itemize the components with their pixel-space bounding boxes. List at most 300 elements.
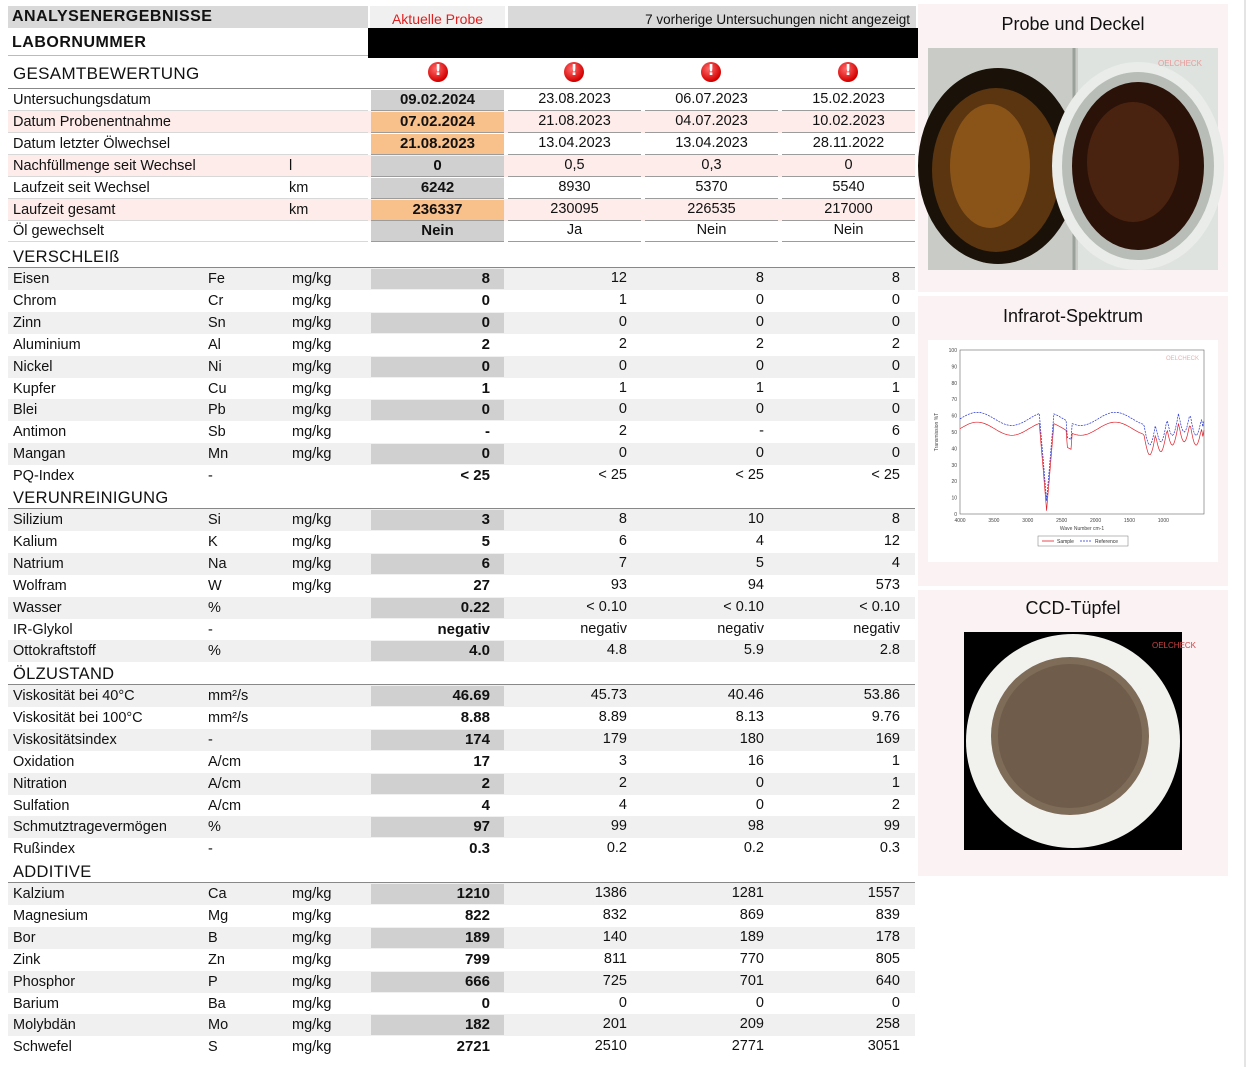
- info-value: 13.04.2023: [675, 134, 748, 151]
- info-value: 06.07.2023: [675, 91, 748, 107]
- param-name: Viskosität bei 100°C: [13, 709, 143, 726]
- param-value: 45.73: [590, 687, 627, 703]
- param-value: 180: [739, 730, 764, 747]
- ir-legend-sample-label: Sample: [1057, 539, 1074, 545]
- sample-panel-title: Probe und Deckel: [1001, 14, 1145, 34]
- param-value: 8.13: [735, 708, 764, 725]
- section-title: VERUNREINIGUNG: [13, 489, 169, 507]
- param-value: 17: [473, 752, 490, 770]
- ir-panel-title: Infrarot-Spektrum: [1002, 306, 1144, 326]
- ir-reference-line: [960, 412, 1204, 501]
- section-title: ÖLZUSTAND: [13, 665, 115, 683]
- param-unit: mg/kg: [292, 271, 332, 287]
- param-value: 0: [618, 445, 627, 462]
- info-value: 230095: [550, 200, 599, 217]
- info-row-label: Datum Probenentnahme: [13, 113, 171, 130]
- param-value: < 0.10: [586, 598, 627, 615]
- param-unit: mg/kg: [292, 336, 332, 353]
- param-symbol: Zn: [208, 951, 225, 968]
- param-value: 1: [618, 291, 627, 308]
- ir-y-tick-label: 60: [951, 413, 957, 420]
- info-value: 21.08.2023: [538, 112, 611, 129]
- param-value: 573: [875, 576, 900, 593]
- param-unit: mg/kg: [292, 533, 332, 550]
- info-value: 0,3: [701, 156, 722, 173]
- ir-y-tick-label: 40: [951, 446, 957, 453]
- param-value: 2721: [456, 1038, 490, 1056]
- ir-sample-line: [960, 422, 1204, 511]
- param-value: 0: [481, 994, 490, 1012]
- cell-underline: [371, 241, 504, 242]
- info-row-unit: km: [289, 201, 309, 218]
- param-value: 0: [755, 774, 764, 791]
- param-symbol: W: [208, 577, 222, 594]
- param-name: Wolfram: [13, 577, 67, 594]
- param-unit: mg/kg: [292, 380, 332, 397]
- param-value: 1557: [867, 885, 900, 901]
- param-value: 2: [481, 774, 490, 792]
- param-value: 4: [755, 532, 764, 549]
- param-value: 0: [755, 357, 764, 374]
- watermark-logo: OELCHECK: [1152, 641, 1197, 650]
- cell-underline: [371, 132, 504, 133]
- ccd-panel: [918, 590, 1228, 876]
- param-name: IR-Glykol: [13, 621, 73, 638]
- param-value: 189: [739, 928, 764, 945]
- cell-underline: [645, 220, 778, 221]
- ir-x-tick-label: 1500: [1123, 518, 1136, 524]
- warning-icon: [838, 62, 858, 82]
- param-symbol: Cr: [208, 292, 224, 309]
- param-symbol: S: [208, 1039, 218, 1056]
- warning-icon: [701, 62, 721, 82]
- param-symbol: %: [208, 599, 221, 616]
- param-value: 7: [618, 554, 627, 571]
- param-value: 799: [464, 950, 490, 968]
- info-row-label: Laufzeit gesamt: [13, 201, 116, 218]
- info-value: Nein: [421, 222, 454, 240]
- param-unit: mg/kg: [292, 973, 332, 990]
- param-name: Wasser: [13, 599, 62, 616]
- ir-y-tick-label: 70: [951, 397, 957, 404]
- current-sample-label: Aktuelle Probe: [370, 6, 505, 28]
- param-value: 2: [481, 335, 490, 353]
- param-value: 0: [481, 313, 490, 331]
- param-value: 1210: [456, 885, 490, 902]
- previous-samples-note: 7 vorherige Untersuchungen nicht angezeigt: [508, 6, 916, 28]
- ir-spectrum-chart: [928, 340, 1218, 562]
- param-value: 0.2: [606, 840, 627, 857]
- param-value: < 25: [460, 467, 490, 485]
- param-value: negativ: [580, 620, 627, 637]
- label-underline: [8, 220, 368, 221]
- cell-underline: [508, 241, 641, 242]
- param-value: 0: [891, 401, 900, 418]
- param-value: 0: [891, 291, 900, 308]
- info-row-label: Öl gewechselt: [13, 223, 105, 240]
- overall-rating-label: GESAMTBEWERTUNG: [13, 64, 200, 83]
- info-value: 21.08.2023: [399, 134, 476, 152]
- param-name: Kupfer: [13, 380, 56, 397]
- param-value: 8.88: [460, 708, 490, 726]
- param-symbol: A/cm: [208, 753, 242, 770]
- param-unit: mg/kg: [292, 314, 332, 331]
- info-value: 236337: [412, 200, 463, 218]
- param-name: Mangan: [13, 446, 66, 463]
- cell-underline: [371, 220, 504, 221]
- ir-x-tick-label: 3000: [1022, 518, 1034, 524]
- param-value: 99: [610, 818, 627, 835]
- ccd-spot-image: [964, 632, 1197, 850]
- param-value: 5: [481, 532, 490, 550]
- param-name: Natrium: [13, 555, 64, 572]
- ir-y-axis-label: Transmission %T: [934, 412, 940, 452]
- param-value: 98: [747, 818, 764, 835]
- sample-photo: [928, 48, 1218, 270]
- param-value: 1: [891, 752, 900, 769]
- report-title: ANALYSENERGEBNISSE: [8, 6, 368, 28]
- info-value: 10.02.2023: [812, 112, 885, 129]
- param-value: 640: [875, 972, 900, 989]
- param-symbol: Mo: [208, 1017, 229, 1034]
- param-value: 8: [755, 270, 764, 286]
- info-row-label: Datum letzter Ölwechsel: [13, 135, 171, 152]
- ir-y-tick-label: 50: [951, 430, 957, 436]
- param-unit: mg/kg: [292, 929, 332, 946]
- param-value: 805: [875, 950, 900, 967]
- param-value: 0: [755, 291, 764, 308]
- param-name: Schwefel: [13, 1039, 72, 1056]
- param-value: 179: [602, 730, 627, 747]
- param-value: 209: [739, 1016, 764, 1033]
- param-value: 3: [481, 511, 490, 528]
- info-value: 07.02.2024: [399, 112, 476, 130]
- info-value: 09.02.2024: [399, 91, 476, 108]
- param-name: PQ-Index: [13, 468, 75, 485]
- info-row-label: Nachfüllmenge seit Wechsel: [13, 157, 196, 174]
- param-value: 1: [618, 379, 627, 396]
- param-symbol: mm²/s: [208, 688, 249, 704]
- info-value: 0: [844, 156, 853, 173]
- param-value: 8: [481, 270, 490, 287]
- param-symbol: mm²/s: [208, 709, 249, 726]
- ir-y-tick-label: 20: [951, 479, 957, 486]
- param-name: Phosphor: [13, 973, 76, 990]
- param-value: 0.22: [460, 598, 490, 616]
- param-value: 6: [481, 554, 490, 572]
- param-value: 4.0: [469, 642, 490, 660]
- divider: [8, 88, 915, 89]
- param-symbol: B: [208, 929, 218, 946]
- param-value: 6: [618, 532, 627, 549]
- param-value: 2: [618, 335, 627, 352]
- param-value: -: [759, 423, 764, 440]
- param-name: Antimon: [13, 424, 67, 441]
- param-value: 10: [747, 511, 764, 527]
- param-value: 140: [602, 928, 627, 945]
- cell-underline: [508, 176, 641, 177]
- cell-underline: [645, 132, 778, 133]
- param-value: 8.89: [598, 708, 627, 725]
- info-value: 5370: [695, 178, 728, 195]
- param-name: Blei: [13, 402, 38, 419]
- param-name: Kalzium: [13, 886, 65, 902]
- param-name: Zinn: [13, 314, 42, 331]
- watermark-logo: OELCHECK: [1158, 59, 1203, 68]
- param-value: 4.8: [606, 642, 627, 659]
- info-value: Nein: [696, 222, 727, 239]
- info-row-unit: km: [289, 179, 309, 196]
- param-value: 178: [875, 928, 900, 945]
- scrollbar[interactable]: [1244, 0, 1246, 1067]
- param-value: 2: [618, 774, 627, 791]
- param-value: 8: [618, 511, 627, 527]
- param-value: 27: [473, 576, 490, 594]
- param-name: Viskosität bei 40°C: [13, 688, 135, 704]
- param-value: 1: [891, 774, 900, 791]
- param-value: negativ: [437, 620, 490, 638]
- param-value: 2: [618, 423, 627, 440]
- param-value: 2: [755, 335, 764, 352]
- param-symbol: P: [208, 973, 218, 990]
- param-unit: mg/kg: [292, 886, 332, 902]
- param-symbol: Sb: [208, 424, 226, 441]
- param-unit: mg/kg: [292, 446, 332, 463]
- param-name: Nitration: [13, 775, 67, 792]
- param-value: 0: [891, 445, 900, 462]
- param-value: 4: [618, 796, 627, 813]
- param-unit: mg/kg: [292, 424, 332, 441]
- param-value: 2771: [731, 1038, 764, 1055]
- param-value: 46.69: [452, 687, 490, 704]
- param-value: 169: [875, 730, 900, 747]
- param-value: 9.76: [871, 708, 900, 725]
- label-underline: [8, 241, 368, 242]
- param-value: < 25: [735, 467, 764, 484]
- info-value: 23.08.2023: [538, 91, 611, 107]
- ir-x-tick-label: 4000: [954, 518, 966, 524]
- param-value: 0: [891, 357, 900, 374]
- section-title: VERSCHLEIß: [13, 248, 120, 266]
- param-value: 8: [891, 511, 900, 527]
- param-value: 4: [481, 796, 490, 814]
- param-value: 2: [891, 796, 900, 813]
- info-value: 0,5: [564, 156, 585, 173]
- param-value: 0: [755, 401, 764, 418]
- param-value: 5: [755, 554, 764, 571]
- param-value: < 25: [598, 467, 627, 484]
- param-value: 8: [891, 270, 900, 286]
- param-unit: mg/kg: [292, 555, 332, 572]
- param-name: Magnesium: [13, 907, 88, 924]
- param-symbol: Mg: [208, 907, 229, 924]
- param-symbol: Mn: [208, 446, 229, 463]
- sample-panel: [918, 4, 1228, 292]
- param-value: < 0.10: [859, 598, 900, 615]
- param-value: 174: [464, 730, 490, 748]
- label-underline: [8, 132, 368, 133]
- param-value: negativ: [853, 620, 900, 637]
- param-symbol: Cu: [208, 380, 227, 397]
- info-row-label: Untersuchungsdatum: [13, 92, 151, 108]
- param-value: 2510: [594, 1038, 627, 1055]
- param-symbol: %: [208, 819, 221, 836]
- param-value: 770: [739, 950, 764, 967]
- param-value: 4: [891, 554, 900, 571]
- param-value: 99: [883, 818, 900, 835]
- param-value: 3: [618, 752, 627, 769]
- info-value: 5540: [832, 178, 865, 195]
- param-unit: mg/kg: [292, 951, 332, 968]
- param-name: Barium: [13, 995, 59, 1012]
- param-value: 1: [891, 379, 900, 396]
- param-value: < 25: [871, 467, 900, 484]
- param-value: 97: [473, 818, 490, 836]
- param-value: negativ: [717, 620, 764, 637]
- param-value: 1281: [731, 885, 764, 901]
- param-symbol: Na: [208, 555, 227, 572]
- ir-y-tick-label: 0: [954, 512, 957, 518]
- param-symbol: Al: [208, 336, 221, 353]
- param-name: Oxidation: [13, 753, 75, 770]
- param-value: 0: [891, 313, 900, 330]
- param-value: 869: [739, 906, 764, 923]
- param-value: 0: [618, 357, 627, 374]
- param-symbol: -: [208, 731, 213, 748]
- info-value: 6242: [420, 178, 455, 196]
- param-value: 2: [891, 335, 900, 352]
- cell-underline: [645, 241, 778, 242]
- info-value: 13.04.2023: [538, 134, 611, 151]
- param-value: 666: [464, 972, 490, 990]
- cell-underline: [645, 176, 778, 177]
- param-value: 839: [875, 906, 900, 923]
- cell-underline: [782, 176, 915, 177]
- param-value: 811: [603, 950, 627, 967]
- param-symbol: Ca: [208, 886, 227, 902]
- param-symbol: -: [208, 621, 213, 638]
- param-value: 0.3: [879, 840, 900, 857]
- param-value: 0: [481, 445, 490, 463]
- param-unit: mg/kg: [292, 402, 332, 419]
- param-value: 1: [481, 379, 490, 397]
- param-name: Sulfation: [13, 797, 70, 814]
- param-value: 0: [618, 994, 627, 1011]
- param-symbol: A/cm: [208, 797, 242, 814]
- info-value: 0: [433, 156, 442, 174]
- param-symbol: K: [208, 533, 218, 550]
- ir-y-tick-label: 90: [951, 364, 957, 371]
- param-symbol: Ni: [208, 358, 222, 375]
- param-unit: mg/kg: [292, 577, 332, 594]
- param-value: 40.46: [727, 687, 764, 703]
- param-value: 94: [747, 576, 764, 593]
- param-value: 1386: [594, 885, 627, 901]
- param-value: 16: [747, 752, 764, 769]
- param-value: 822: [464, 906, 490, 924]
- param-unit: mg/kg: [292, 1017, 332, 1034]
- param-value: 0: [481, 357, 490, 375]
- warning-icon: [564, 62, 584, 82]
- param-value: 0.3: [469, 840, 490, 858]
- ir-x-tick-label: 1000: [1157, 518, 1169, 524]
- param-symbol: Sn: [208, 314, 226, 331]
- info-value: Ja: [566, 222, 583, 239]
- param-symbol: -: [208, 468, 213, 485]
- ir-x-tick-label: 2500: [1056, 518, 1068, 524]
- param-symbol: A/cm: [208, 775, 242, 792]
- ir-y-tick-label: 30: [951, 462, 957, 469]
- param-name: Molybdän: [13, 1017, 76, 1034]
- param-value: 6: [891, 423, 900, 440]
- ccd-panel-title: CCD-Tüpfel: [1025, 598, 1121, 618]
- info-value: Nein: [833, 222, 864, 239]
- param-symbol: Fe: [208, 271, 225, 287]
- param-symbol: -: [208, 841, 213, 858]
- param-value: 0: [755, 313, 764, 330]
- info-value: 8930: [558, 178, 591, 195]
- param-value: 0: [755, 994, 764, 1011]
- watermark-logo: OELCHECK: [1166, 356, 1200, 362]
- ir-y-tick-label: 80: [951, 380, 957, 387]
- info-value: 226535: [687, 200, 736, 217]
- label-underline: [8, 176, 368, 177]
- param-value: 201: [602, 1016, 627, 1033]
- param-value: 12: [610, 270, 627, 286]
- info-value: 15.02.2023: [812, 91, 885, 107]
- param-symbol: %: [208, 643, 221, 660]
- param-value: 0: [891, 994, 900, 1011]
- ir-y-tick-label: 100: [948, 348, 957, 354]
- param-value: 53.86: [863, 687, 900, 703]
- param-value: 701: [739, 972, 764, 989]
- param-unit: mg/kg: [292, 995, 332, 1012]
- param-name: Ottokraftstoff: [13, 643, 96, 660]
- param-name: Aluminium: [13, 336, 81, 353]
- info-value: 04.07.2023: [675, 112, 748, 129]
- info-value: 217000: [824, 200, 873, 217]
- info-row-unit: l: [289, 157, 293, 174]
- param-value: 3051: [867, 1038, 900, 1055]
- cell-underline: [782, 220, 915, 221]
- cell-underline: [508, 132, 641, 133]
- param-name: Viskositätsindex: [13, 731, 117, 748]
- info-value: 28.11.2022: [812, 134, 885, 151]
- param-name: Chrom: [13, 292, 57, 309]
- param-value: 182: [464, 1016, 490, 1034]
- param-name: Zink: [13, 951, 41, 968]
- info-row-label: Laufzeit seit Wechsel: [13, 179, 150, 196]
- cell-underline: [371, 176, 504, 177]
- param-value: 0.2: [743, 840, 764, 857]
- param-value: 2.8: [879, 642, 900, 659]
- section-title: ADDITIVE: [13, 863, 92, 881]
- param-value: 5.9: [743, 642, 764, 659]
- lab-number-label: LABORNUMMER: [8, 32, 368, 56]
- lab-number-redacted: [368, 28, 920, 58]
- param-name: Bor: [13, 929, 36, 946]
- ir-x-axis-label: Wave Number cm-1: [1059, 526, 1105, 532]
- param-value: 93: [610, 576, 627, 593]
- cell-underline: [782, 241, 915, 242]
- cell-underline: [508, 220, 641, 221]
- cell-underline: [782, 132, 915, 133]
- param-value: 0: [618, 313, 627, 330]
- param-unit: mg/kg: [292, 292, 332, 309]
- param-name: Rußindex: [13, 841, 76, 858]
- param-value: 0: [481, 401, 490, 419]
- param-value: 258: [875, 1016, 900, 1033]
